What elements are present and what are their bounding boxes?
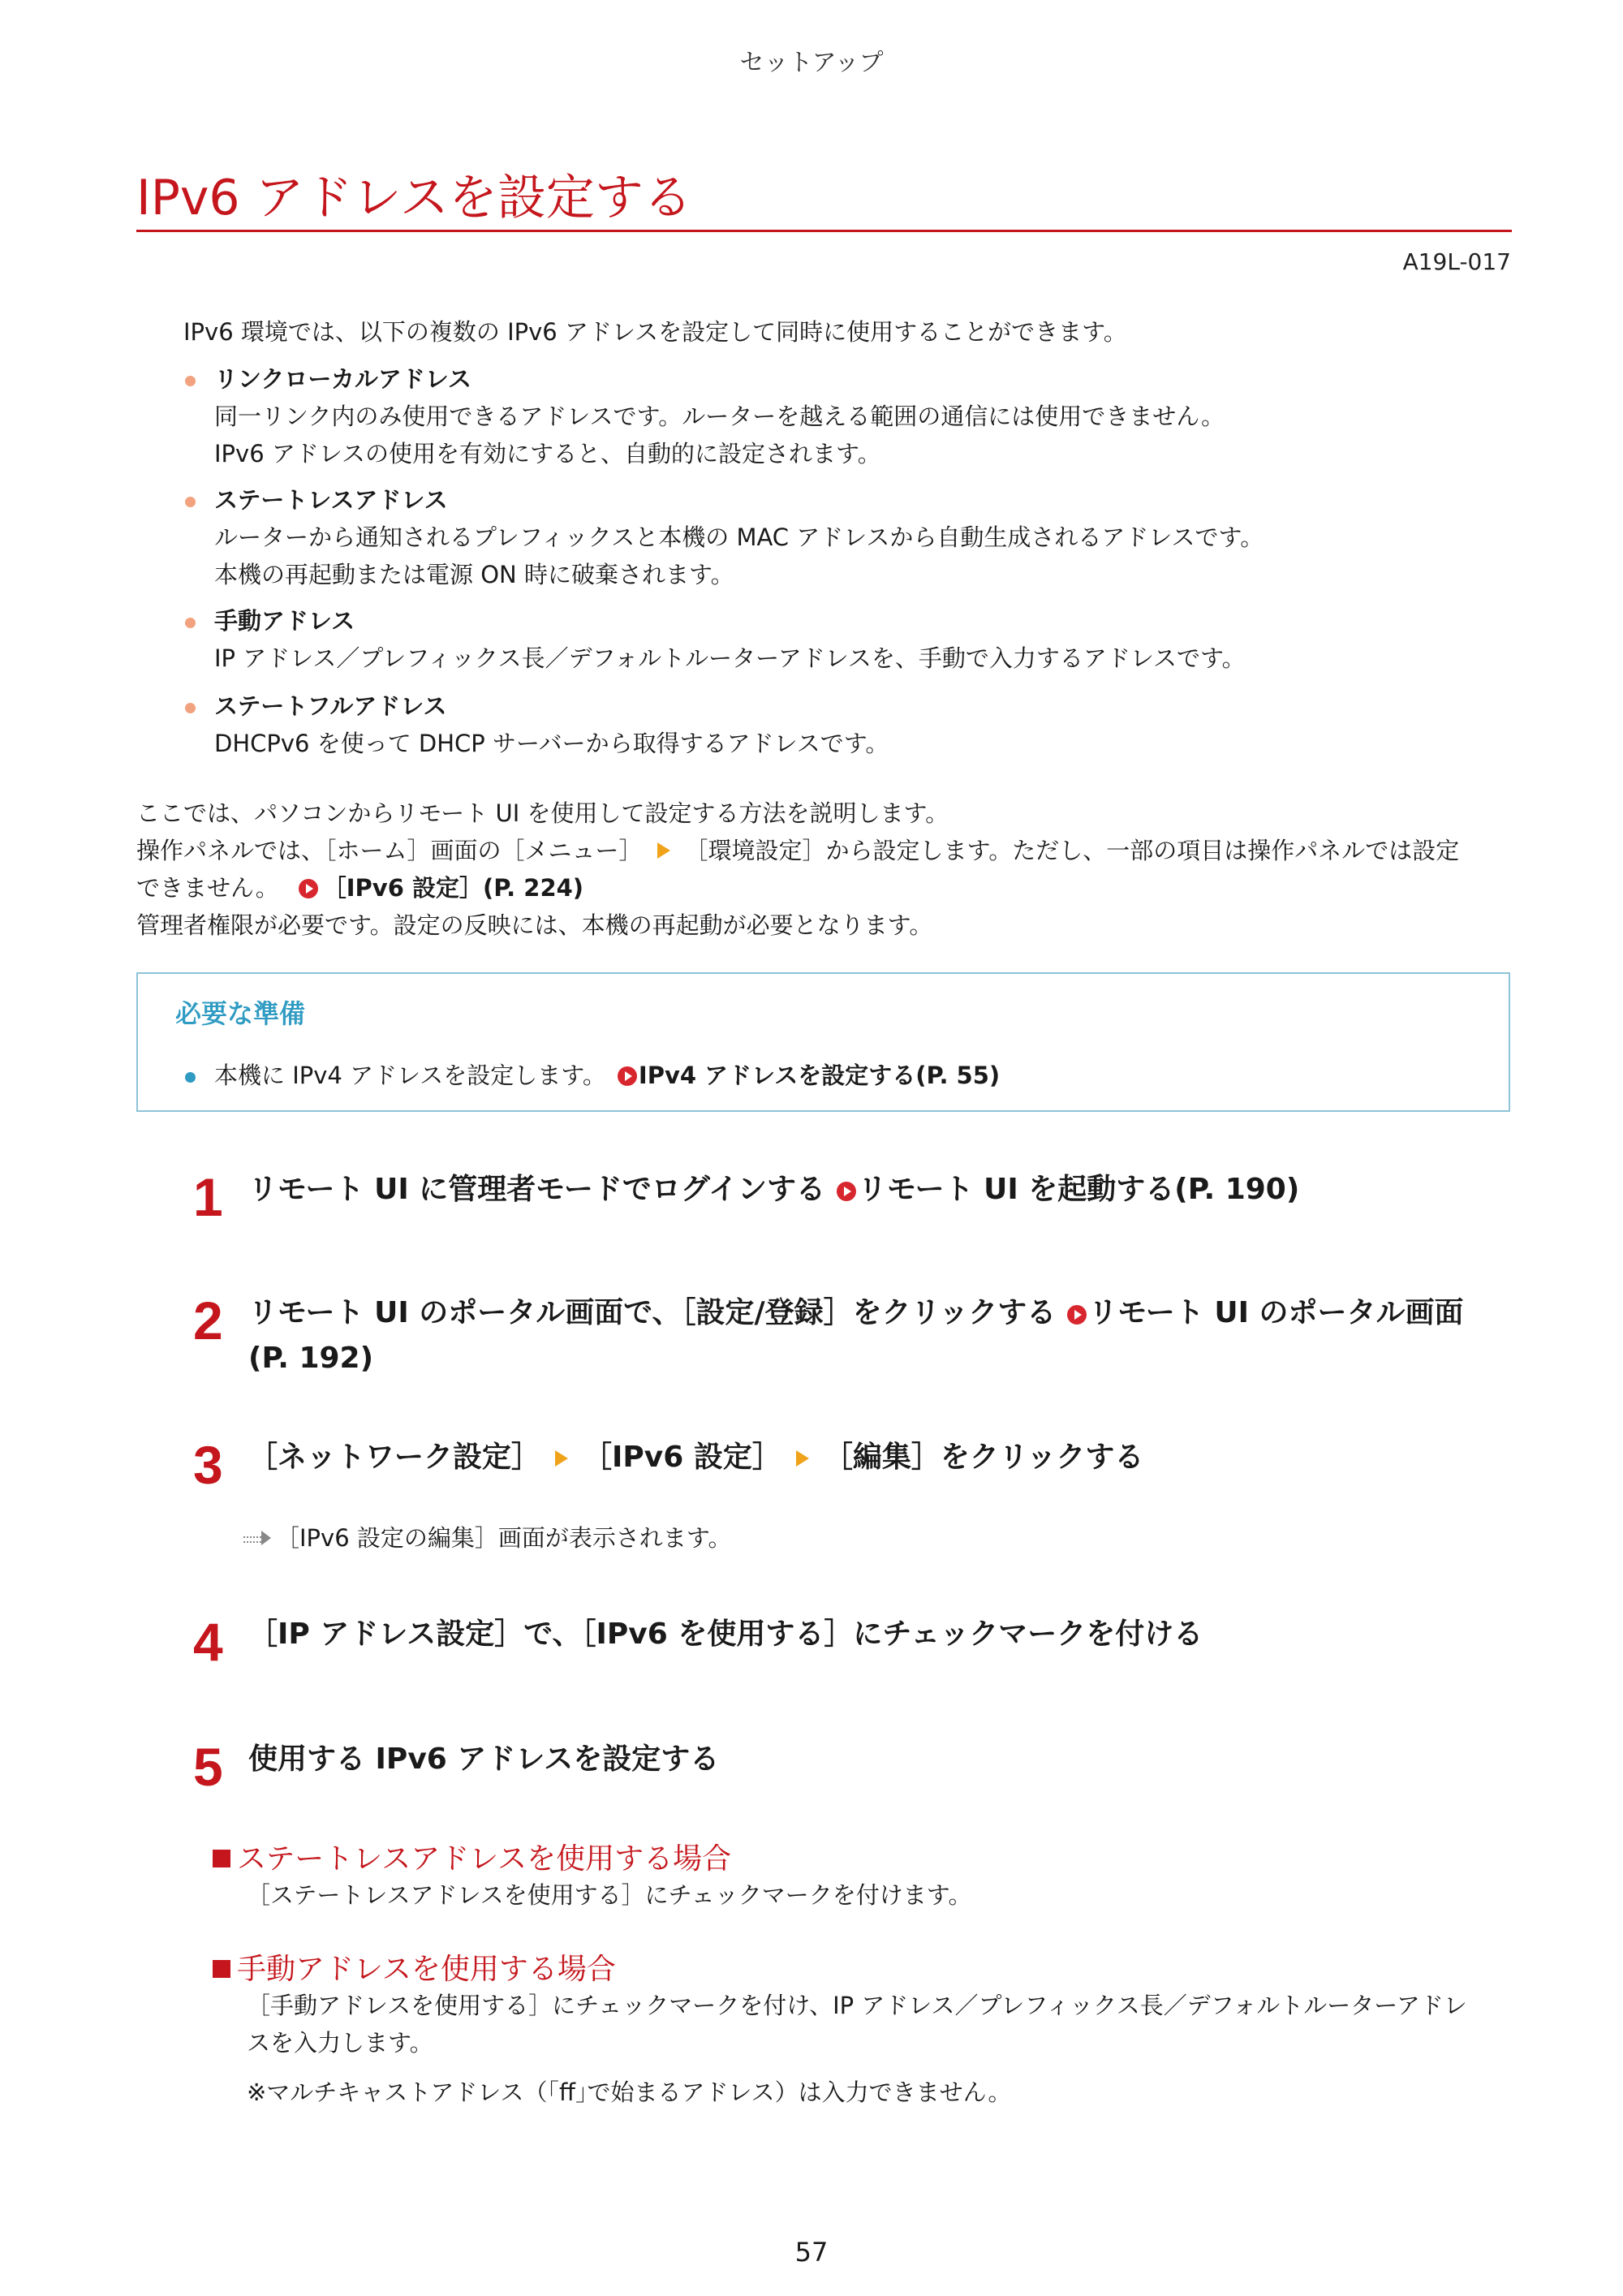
page-number: 57 [794,2237,829,2268]
address-type-name: 手動アドレス [214,607,355,635]
paragraph-text: できません。 [136,874,279,902]
step-instruction: リモート UI のポータル画面で、［設定/登録］をクリックする [248,1296,1057,1329]
title-rule [136,230,1512,232]
address-type-desc: ルーターから通知されるプレフィックスと本機の MAC アドレスから自動生成されるアドレスです。 [214,523,1264,551]
portal-screen-link-page[interactable]: (P. 192) [248,1342,374,1375]
link-arrow-icon [1067,1305,1087,1325]
intro-text: IPv6 環境では、以下の複数の IPv6 アドレスを設定して同時に使用することができます。 [183,318,1127,346]
step-number: 4 [193,1612,223,1672]
bullet-icon [185,376,196,386]
preparation-item [214,1062,1000,1090]
step-instruction: ［編集］をクリックする [823,1441,1144,1474]
address-type-desc: IP アドレス／プレフィックス長／デフォルトルーターアドレスを、手動で入力するアドレスです。 [214,644,1246,672]
paragraph-line: 管理者権限が必要です。設定の反映には、本機の再起動が必要となります。 [136,911,933,939]
link-arrow-icon [618,1066,637,1086]
paragraph-text: ［環境設定］から設定します。ただし、一部の項目は操作パネルでは設定 [684,837,1460,864]
preparation-text: 本機に IPv4 アドレスを設定します。 [214,1062,606,1089]
step-text [248,1290,1464,1336]
bullet-icon [185,1072,196,1083]
sub-heading [213,1946,616,1988]
address-type-name: ステートフルアドレス [214,692,447,720]
sub-section-text: ［ステートレスアドレスを使用する］にチェックマークを付けます。 [247,1881,972,1909]
preparation-box [136,972,1510,1112]
bullet-icon [185,618,196,628]
step-text: ［IP アドレス設定］で、［IPv6 を使用する］にチェックマークを付ける [248,1618,1203,1651]
ipv4-settings-link[interactable]: IPv4 アドレスを設定する(P. 55) [638,1062,1001,1089]
step-number: 2 [193,1290,223,1350]
triangle-arrow-icon [796,1450,809,1467]
ipv6-settings-link[interactable]: ［IPv6 設定］(P. 224) [322,874,584,902]
running-header: セットアップ [739,49,884,77]
sub-heading [213,1836,731,1877]
link-arrow-icon [837,1182,856,1201]
document-id: A19L-017 [1402,248,1511,275]
address-type-desc: IPv6 アドレスの使用を有効にすると、自動的に設定されます。 [214,440,881,467]
page-title: IPv6 アドレスを設定する [136,170,692,226]
address-type-desc: 本機の再起動または電源 ON 時に破棄されます。 [214,561,734,588]
result-arrow-icon [243,1530,271,1546]
step-instruction: リモート UI に管理者モードでログインする [248,1173,826,1206]
step-instruction: ［IPv6 設定］ [583,1441,781,1474]
remote-ui-start-link[interactable]: リモート UI を起動する(P. 190) [858,1173,1300,1206]
paragraph-text: 操作パネルでは、［ホーム］画面の［メニュー］ [136,837,643,864]
square-bullet-icon [213,1850,230,1867]
sub-section-note: ※マルチキャストアドレス（｢ff｣で始まるアドレス）は入力できません。 [247,2078,1012,2106]
paragraph-line [136,874,583,902]
address-type-desc: 同一リンク内のみ使用できるアドレスです。ルーターを越える範囲の通信には使用できません。 [214,403,1225,430]
address-type-desc: DHCPv6 を使って DHCP サーバーから取得するアドレスです。 [214,730,889,757]
triangle-arrow-icon [657,842,670,859]
step-text [248,1435,1143,1480]
square-bullet-icon [213,1960,230,1978]
sub-heading-text: 手動アドレスを使用する場合 [237,1953,616,1986]
step-text [248,1167,1299,1213]
sub-section-text: ［手動アドレスを使用する］にチェックマークを付け、IP アドレス／プレフィックス長／デフォルトルーターアドレ [247,1992,1467,2019]
step-text: 使用する IPv6 アドレスを設定する [248,1742,720,1776]
sub-heading-text: ステートレスアドレスを使用する場合 [237,1842,732,1876]
bullet-icon [185,497,196,507]
link-arrow-icon [299,879,318,898]
address-type-name: ステートレスアドレス [214,486,448,514]
step-number: 5 [193,1737,223,1797]
triangle-arrow-icon [555,1450,568,1467]
step-instruction: ［ネットワーク設定］ [248,1441,541,1474]
step-result [243,1524,732,1553]
paragraph-line [136,837,1459,865]
paragraph-line: ここでは、パソコンからリモート UI を使用して設定する方法を説明します。 [136,799,949,827]
sub-section-text: スを入力します。 [247,2029,433,2057]
bullet-icon [185,703,196,713]
preparation-title: 必要な準備 [175,998,306,1029]
address-type-name: リンクローカルアドレス [214,365,471,393]
step-result-text: ［IPv6 設定の編集］画面が表示されます。 [276,1524,732,1552]
step-number: 3 [193,1435,223,1495]
portal-screen-link[interactable]: リモート UI のポータル画面 [1088,1296,1464,1329]
step-number: 1 [193,1167,223,1227]
